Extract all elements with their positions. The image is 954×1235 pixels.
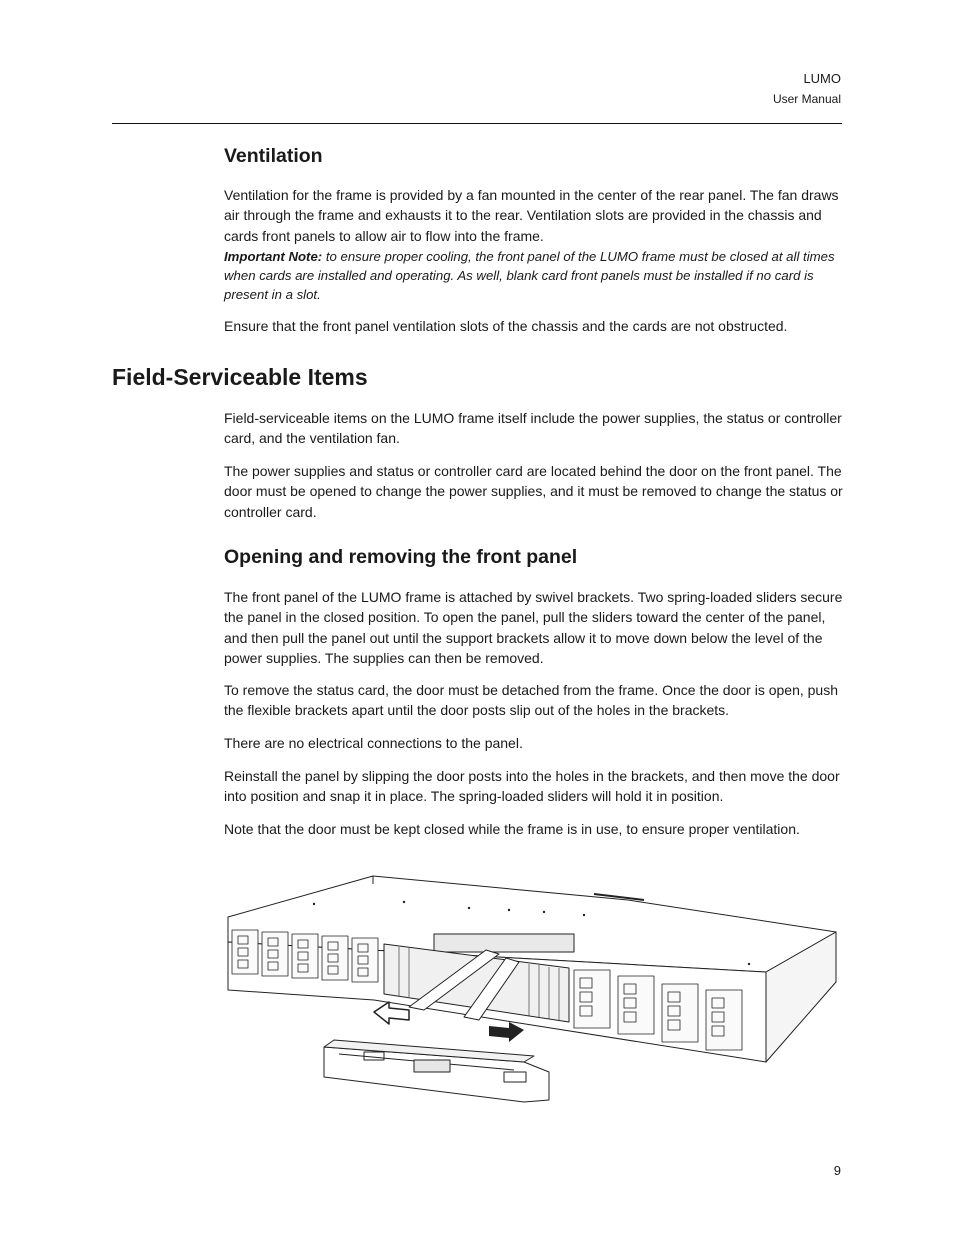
important-note-label: Important Note: — [224, 249, 323, 264]
front-panel-heading: Opening and removing the front panel — [224, 546, 578, 568]
header-title: LUMO — [803, 71, 841, 86]
important-note-text: to ensure proper cooling, the front panel of the LUMO frame must be closed at all times when cards are installed and operating. As well, blank card front panels must be installed if no card is present in a slot. — [224, 249, 835, 302]
front-panel-paragraph-3: There are no electrical connections to the panel. — [224, 735, 523, 751]
ventilation-paragraph-2: Ensure that the front panel ventilation slots of the chassis and the cards are not obstructed. — [224, 318, 788, 334]
lumo-frame-illustration — [224, 872, 844, 1112]
important-note — [224, 247, 844, 304]
ventilation-paragraph-1: Ventilation for the frame is provided by a fan mounted in the center of the rear panel. The fan draws air through the frame and exhausts it to the rear. Ventilation slots are provided in the chassis and cards front panels to allow air to flow into the frame. — [224, 187, 839, 244]
front-panel-paragraph-1: The front panel of the LUMO frame is attached by swivel brackets. Two spring-loaded sliders secure the panel in the closed position. To open the panel, pull the sliders toward the center of the panel, and then pull the panel out until the support brackets allow it to move down below the level of the power supplies. The supplies can then be removed. — [224, 589, 843, 667]
front-panel-paragraph-5: Note that the door must be kept closed while the frame is in use, to ensure proper ventilation. — [224, 821, 800, 837]
header-rule — [112, 123, 842, 124]
header-subtitle: User Manual — [772, 92, 841, 106]
field-serviceable-paragraph-1: Field-serviceable items on the LUMO frame itself include the power supplies, the status or controller card, and the ventilation fan. — [224, 410, 842, 447]
front-panel-paragraph-4: Reinstall the panel by slipping the door posts into the holes in the brackets, and then move the door into position and snap it in place. The spring-loaded sliders will hold it in position. — [224, 768, 840, 805]
page-number: 9 — [833, 1163, 841, 1178]
ventilation-heading: Ventilation — [224, 145, 323, 167]
field-serviceable-heading: Field-Serviceable Items — [112, 364, 368, 390]
front-panel-paragraph-2: To remove the status card, the door must be detached from the frame. Once the door is open, push the flexible brackets apart until the door posts slip out of the holes in the brackets. — [224, 682, 839, 719]
field-serviceable-paragraph-2: The power supplies and status or controller card are located behind the door on the front panel. The door must be opened to change the power supplies, and it must be removed to change the status or controller card. — [224, 463, 843, 520]
